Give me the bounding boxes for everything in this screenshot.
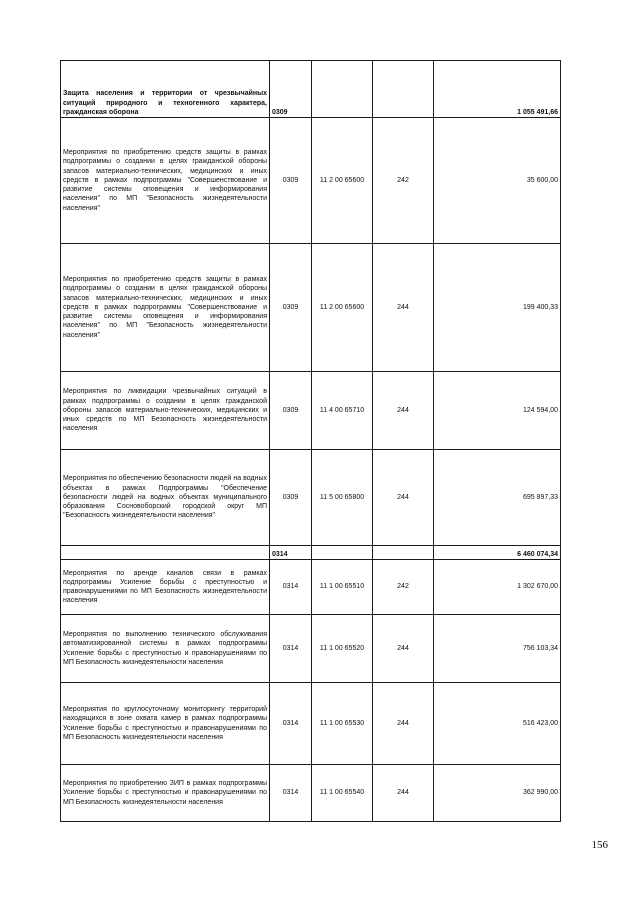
row-vr: 244 [373,372,434,450]
row-vr: 244 [373,244,434,372]
row-sum: 199 400,33 [434,244,561,372]
section-row-0309 [61,61,561,118]
row-csr: 11 1 00 65530 [312,683,373,765]
table-row [61,372,561,450]
section-razdel: 0314 [270,546,312,560]
row-sum: 695 897,33 [434,450,561,546]
row-csr: 11 4 00 65710 [312,372,373,450]
row-sum: 362 990,00 [434,765,561,822]
row-csr: 11 1 00 65510 [312,560,373,615]
table-row [61,560,561,615]
row-csr: 11 1 00 65520 [312,615,373,683]
row-name: Мероприятия по приобретению средств защиты в рамках подпрограммы о создании в целях гражданской обороны запасов материально-технических, медицинских и иных средств в рамках подпрограммы "Совершенствование и развитие системы оповещения и информирования населения" по МП "Безопасность жизнедеятельности населения" [61,244,270,372]
row-vr: 242 [373,118,434,244]
table-row [61,765,561,822]
row-csr: 11 5 00 65800 [312,450,373,546]
row-razdel: 0314 [270,765,312,822]
row-sum: 516 423,00 [434,683,561,765]
row-razdel: 0314 [270,615,312,683]
section-name [61,546,270,560]
table-row [61,615,561,683]
row-vr: 244 [373,615,434,683]
row-sum: 35 600,00 [434,118,561,244]
row-name: Мероприятия по приобретению средств защиты в рамках подпрограммы о создании в целях гражданской обороны запасов материально-технических, медицинских и иных средств в рамках подпрограммы "Совершенствование и развитие системы оповещения и информирования населения" по МП "Безопасность жизнедеятельности населения" [61,118,270,244]
section-sum: 1 055 491,66 [434,61,561,118]
row-razdel: 0314 [270,683,312,765]
row-name: Мероприятия по выполнению технического обслуживания автоматизированной системы в рамках подпрограммы Усиление борьбы с преступностью и правонарушениями по МП Безопасность жизнедеятельности населения [61,615,270,683]
row-sum: 124 594,00 [434,372,561,450]
section-name: Защита населения и территории от чрезвычайных ситуаций природного и техногенного характера, гражданская оборона [61,61,270,118]
row-vr: 244 [373,765,434,822]
table-row [61,244,561,372]
budget-table [60,60,561,822]
row-name: Мероприятия по ликвидации чрезвычайных ситуаций в рамках подпрограммы о создании в целях гражданской обороны запасов материально-технических, медицинских и иных средств по МП Безопасность жизнедеятельности населения [61,372,270,450]
table-row [61,683,561,765]
section-row-0314 [61,546,561,560]
row-csr: 11 1 00 65540 [312,765,373,822]
page-number: 156 [591,839,608,851]
row-razdel: 0309 [270,244,312,372]
row-razdel: 0314 [270,560,312,615]
row-vr: 242 [373,560,434,615]
table-row [61,118,561,244]
section-csr [312,61,373,118]
section-csr [312,546,373,560]
row-razdel: 0309 [270,118,312,244]
row-vr: 244 [373,450,434,546]
row-csr: 11 2 00 65600 [312,244,373,372]
section-vr [373,61,434,118]
row-name: Мероприятия по круглосуточному мониторингу территорий находящихся в зоне охвата камер в рамках подпрограммы Усиление борьбы с преступностью и правонарушениями по МП Безопасность жизнедеятельности населения [61,683,270,765]
row-razdel: 0309 [270,450,312,546]
row-vr: 244 [373,683,434,765]
row-sum: 1 302 670,00 [434,560,561,615]
row-sum: 756 103,34 [434,615,561,683]
row-csr: 11 2 00 65600 [312,118,373,244]
section-sum: 6 460 074,34 [434,546,561,560]
row-name: Мероприятия по приобретению ЗИП в рамках подпрограммы Усиление борьбы с преступностью и правонарушениями по МП Безопасность жизнедеятельности населения [61,765,270,822]
section-vr [373,546,434,560]
row-name: Мероприятия по обеспечению безопасности людей на водных объектах в рамках Подпрограммы "Обеспечение безопасности людей на водных объектах муниципального образования Сосновоборский городской округ МП "Безопасность жизнедеятельности населения" [61,450,270,546]
row-name: Мероприятия по аренде каналов связи в рамках подпрограммы Усиление борьбы с преступностью и правонарушениями по МП Безопасность жизнедеятельности населения [61,560,270,615]
row-razdel: 0309 [270,372,312,450]
section-razdel: 0309 [270,61,312,118]
table-row [61,450,561,546]
